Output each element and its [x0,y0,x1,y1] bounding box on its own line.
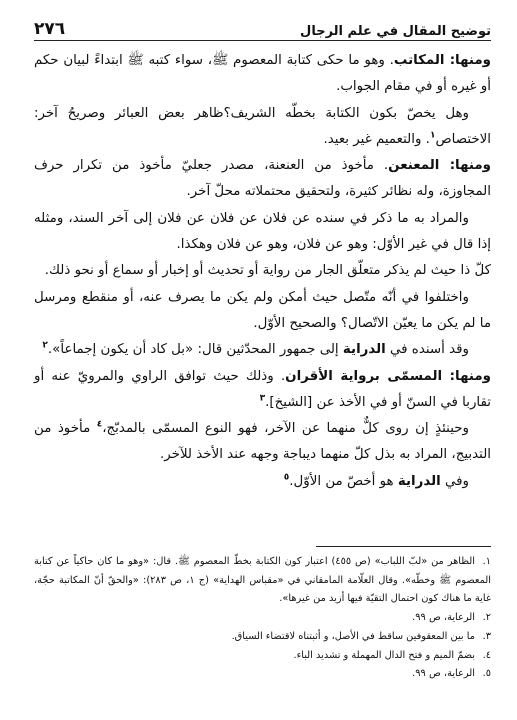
main-text [34,48,491,495]
footnote-2 [34,609,491,628]
footnote-number: ٢. [482,612,491,624]
paragraph-murad [34,206,491,259]
footnote-text: ما بين المعقوفين ساقط في الأصل، و أثبتناه لاقتضاء السياق. [231,630,475,642]
footnote-4 [34,647,491,666]
paragraph-text: كلّ ذا حيث لم يذكر متعلّق الجار من رواية أو تحديث أو إخبار أو سماع أو نحو ذلك. [44,263,491,279]
paragraph-text: وحينئذٍ إن روى كلٌّ منهما عن الآخر، فهو النوع المسمّى بالمدبّج، [102,421,469,437]
paragraph-ikhtalafu [34,285,491,338]
paragraph-text: وفي [440,473,469,489]
paragraph-text: واختلفوا في أنّه متّصل حيث أمكن ولم يكن ما يصرف عنه، أو منقطع ومرسل ما لم يكن ما يعيّن الاتّصال؟ والصحيح الأوّل. [34,289,491,331]
footnote-1 [34,553,491,609]
footnote-text: الظاهر من «لبّ اللباب» (ص ٤٥٥) اعتبار كون الكتابة بخطّ المعصوم ﷺ. قال: «وهو ما كان حاكياً عن كتابة المعصوم ﷺ وخطّه». وقال العلّامة المامقاني في «مقباس الهداية» (ج ١، ص ٢٨٣): «والحقّ أنّ المكاتبة حجّة، غاية ما هناك كون احتمال التقيّة فيها أزيد من غيرها». [34,556,491,605]
paragraph-aqran [34,364,491,417]
paragraph-khatt [34,101,491,154]
paragraph-akhass [34,469,491,495]
footnote-ref[interactable]: ٥ [283,472,290,483]
paragraph-text: إلى جمهور المحدّثين قال: «بل كاد أن يكون إجماعاً». [47,342,343,358]
paragraph-text: . وذلك حيث توافق الراوي والمرويّ عنه أو تقاربا في السنّ أو في الأخذ عن [الشيخ]. [34,368,491,410]
footnote-number: ٤. [482,649,491,661]
footnote-text: الرعاية، ص ٩٩. [412,612,475,624]
term-mukatab: ومنها: المكاتب [393,53,491,68]
paragraph-text: . مأخوذ من العنعنة، مصدر جعليّ مأخوذ من تكرار حرف المجاوزة، وله نظائر كثيرة، ولتحقيق محتملاته محلّ آخر. [34,158,491,200]
paragraph-muanan [34,153,491,206]
footnote-text: الرعاية، ص ٩٩. [412,668,475,680]
book-title-diraya: الدراية [397,473,441,489]
footnote-divider [316,546,491,547]
paragraph-text: . والتعميم غير بعيد. [323,131,430,147]
footnote-3 [34,628,491,647]
footnote-ref[interactable]: ٢ [42,340,48,351]
footnote-number: ٥. [482,668,491,680]
footnote-ref[interactable]: ٤ [96,419,103,430]
paragraph-mudabbaj [34,416,491,469]
term-aqran: ومنها: المسمّى برواية الأقران [285,368,491,384]
header-divider [34,40,491,41]
page-number: ٢٧٦ [34,19,66,39]
footnote-5 [34,665,491,684]
paragraph-text: وقد أسنده في [385,342,469,358]
book-title-diraya: الدراية [342,342,386,358]
footnote-text: بضمّ الميم و فتح الدال المهملة و تشديد الباء. [293,649,475,661]
paragraph-text: وهل يخصّ بكون الكتابة بخطّه الشريف؟ظاهر بعض العبائر وصريحُ آخر: الاختصاص [34,105,491,147]
paragraph-text: والمراد به ما ذكر في سنده عن فلان عن فلان عن فلان إلى آخر السند، ومثله إذا قال في غير الأوّل: وهو عن فلان، وهو عن فلان وهكذا. [34,210,491,253]
footnote-ref[interactable]: ١ [429,130,436,141]
paragraph-kull [34,258,491,284]
page-header [34,12,491,38]
term-muanan: ومنها: المعنعن [388,158,492,174]
paragraph-asnadahu [34,337,491,363]
paragraph-mukatab [34,48,491,101]
running-title: توضيح المقال في علم الرجال [300,24,491,39]
paragraph-text: مأخوذ من التدبيج، المراد به بذل كلّ منهما ديباجة وجهه عند الأخذ للآخر. [34,421,491,463]
footnote-number: ٣. [482,630,491,642]
footnote-ref[interactable]: ٣ [259,393,266,404]
paragraph-text: هو أخصّ من الأوّل. [289,473,398,489]
paragraph-text: . وهو ما حكى كتابة المعصوم ﷺ، سواء كتبه ﷺ ابتداءً لبيان حكم أو غيره أو في مقام الجواب. [34,53,491,95]
footnote-number: ١. [482,556,491,567]
footnotes [34,553,491,684]
